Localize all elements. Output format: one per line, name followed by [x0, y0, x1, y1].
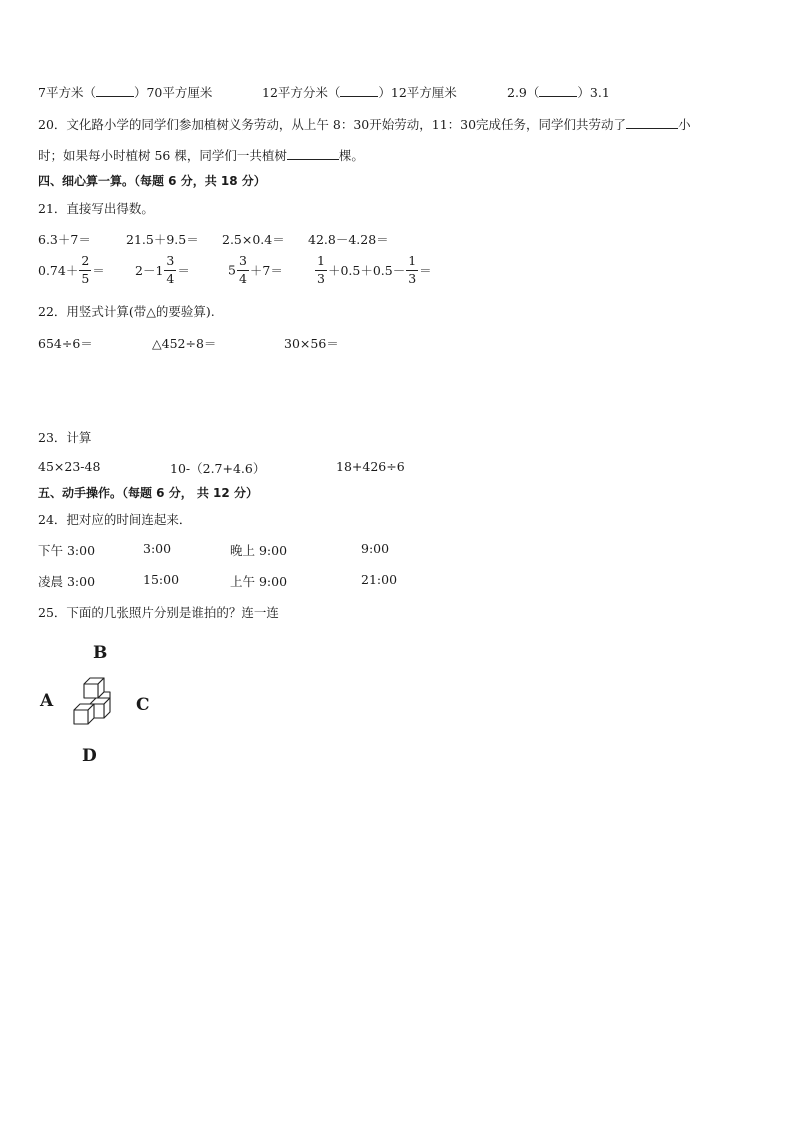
- q21-e4-frac1: [315, 255, 327, 285]
- q23-item-1: 45×23-48: [38, 459, 101, 474]
- q21-e3: [228, 255, 283, 285]
- q21-e2-num: 3: [164, 255, 176, 271]
- q25-label-c[interactable]: C: [136, 695, 150, 715]
- q24-r2-3[interactable]: 上午 9:00: [230, 574, 288, 589]
- q19-c-blank[interactable]: [539, 96, 577, 97]
- q21-r1-1: 6.3＋7＝: [38, 232, 91, 247]
- q21-e3-frac: [237, 255, 249, 285]
- q20-line1: [38, 115, 691, 133]
- cube-stack-figure: [66, 674, 126, 734]
- q21-e3-num: 3: [237, 255, 249, 271]
- q24-r1-1[interactable]: 下午 3:00: [38, 543, 96, 558]
- q22-item-2: △452÷8＝: [152, 336, 217, 351]
- q21-e3-den: 4: [238, 270, 247, 286]
- q21-e1-num: 2: [79, 255, 91, 271]
- q24-r1-3[interactable]: 晚上 9:00: [230, 543, 288, 558]
- section4-title: 四、细心算一算。（每题 6 分，共 18 分）: [38, 174, 266, 188]
- top-cube-front-face: [84, 684, 98, 698]
- q19-a-right: ）70平方厘米: [133, 85, 213, 100]
- q22-title: 22．用竖式计算(带△的要验算).: [38, 304, 215, 319]
- q25-label-b[interactable]: B: [93, 643, 108, 663]
- q21-e4: [314, 255, 432, 285]
- q21-e3-pre: 5: [228, 262, 236, 278]
- q23-title: 23．计算: [38, 430, 92, 445]
- q21-e2-post: ＝: [177, 263, 190, 278]
- q20-text-3: 时；如果每小时植树 56 棵，同学们一共植树: [38, 148, 287, 163]
- q21-e1-frac: [79, 255, 91, 285]
- q22-item-1: 654÷6＝: [38, 336, 93, 351]
- q19-a-blank[interactable]: [96, 96, 134, 97]
- q21-r1-3: 2.5×0.4＝: [222, 232, 285, 247]
- q21-title: 21．直接写出得数。: [38, 201, 154, 216]
- section5-title: 五、动手操作。（每题 6 分， 共 12 分）: [38, 486, 258, 500]
- q21-e2-pre: 2－1: [135, 263, 164, 278]
- q21-r1-4: 42.8－4.28＝: [308, 232, 389, 247]
- q21-r1-2: 21.5＋9.5＝: [126, 232, 199, 247]
- q21-e4-frac2: [406, 255, 418, 285]
- q19-c-right: ）3.1: [577, 85, 610, 100]
- q21-e4-den1: 3: [317, 270, 325, 286]
- q19-line: [38, 83, 212, 101]
- q19-line-c: [507, 83, 610, 101]
- q20-text-1: 20．文化路小学的同学们参加植树义务劳动，从上午 8：30开始劳动，11：30完成任务，同学们共劳动了: [38, 117, 627, 132]
- q23-item-3: 18+426÷6: [336, 459, 405, 474]
- q21-e4-num1: 1: [315, 255, 327, 271]
- q24-r2-2[interactable]: 15:00: [143, 572, 180, 587]
- q21-e2: [135, 255, 190, 285]
- q19-a-left: 7平方米（: [38, 85, 96, 100]
- q20-text-2: 小: [678, 117, 691, 132]
- q21-e2-den: 4: [166, 270, 175, 286]
- q21-e4-den2: 3: [408, 270, 417, 286]
- q19-c-left: 2.9（: [507, 85, 540, 100]
- q21-e2-frac: [164, 255, 176, 285]
- q24-r1-4[interactable]: 9:00: [361, 541, 390, 556]
- q20-text-4: 棵。: [338, 148, 364, 163]
- q20-blank-hours[interactable]: [626, 128, 678, 129]
- q24-r2-4[interactable]: 21:00: [361, 572, 398, 587]
- q21-e3-post: ＋7＝: [249, 263, 283, 278]
- q21-e4-num2: 1: [406, 255, 418, 271]
- q25-label-a[interactable]: A: [40, 691, 54, 711]
- left-cube-front-face: [74, 710, 88, 724]
- q21-e1-pre: 0.74＋: [38, 263, 79, 278]
- q22-item-3: 30×56＝: [284, 336, 339, 351]
- q21-e4-mid: ＋0.5＋0.5－: [327, 263, 406, 278]
- q24-title: 24．把对应的时间连起来．: [38, 512, 192, 527]
- q19-line-b: [262, 83, 457, 101]
- q20-line2: [38, 146, 364, 164]
- q21-e1-post: ＝: [92, 263, 105, 278]
- q25-label-d[interactable]: D: [82, 746, 97, 766]
- q21-e4-post: ＝: [419, 263, 432, 278]
- q21-e1: [38, 255, 105, 285]
- q19-b-left: 12平方分米（: [262, 85, 341, 100]
- q25-title: 25．下面的几张照片分别是谁拍的？连一连: [38, 605, 279, 620]
- q24-r1-2[interactable]: 3:00: [143, 541, 172, 556]
- q24-r2-1[interactable]: 凌晨 3:00: [38, 574, 96, 589]
- q19-b-blank[interactable]: [340, 96, 378, 97]
- q23-item-2: 10-（2.7+4.6）: [170, 461, 266, 476]
- q19-b-right: ）12平方厘米: [378, 85, 457, 100]
- q20-blank-trees[interactable]: [287, 159, 339, 160]
- q21-e1-den: 5: [81, 270, 90, 286]
